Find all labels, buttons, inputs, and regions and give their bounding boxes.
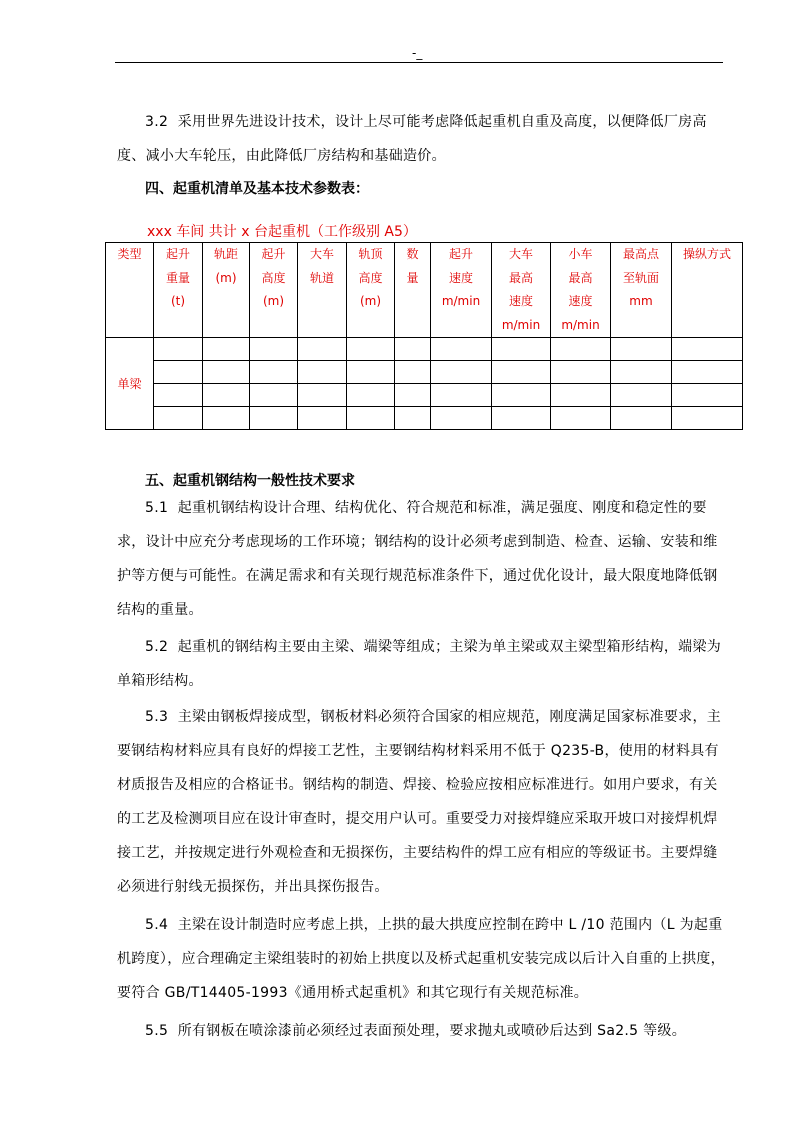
table-cell: [203, 384, 250, 407]
table-cell: [431, 338, 492, 361]
table-header-cell: [203, 243, 250, 338]
header-line: 最高: [568, 270, 593, 285]
table-cell: [203, 407, 250, 430]
table-cell: [298, 338, 347, 361]
clause-number: 5.5: [145, 1023, 169, 1039]
table-cell: [431, 384, 492, 407]
table-header-cell: [250, 243, 298, 338]
paragraph-3-2: [117, 105, 725, 173]
header-line: m/min: [441, 294, 481, 308]
table-cell: [395, 361, 431, 384]
table-header-cell: [154, 243, 203, 338]
table-cell: [250, 338, 298, 361]
table-cell: [395, 384, 431, 407]
table-cell: [672, 338, 743, 361]
crane-spec-table: [105, 242, 743, 430]
clause-text: 起重机的钢结构主要由主梁、端梁等组成；主梁为单主梁或双主梁型箱形结构，端梁为单箱形结构。: [117, 639, 722, 689]
header-line: 大车: [508, 247, 533, 261]
paragraph-5-3: [117, 700, 725, 904]
table-header-cell: [347, 243, 395, 338]
table-row: [106, 407, 743, 430]
header-line: (m): [262, 294, 285, 308]
table-header-cell: [395, 243, 431, 338]
header-line: m/min: [501, 317, 541, 332]
table-header-cell: [672, 243, 743, 338]
table-cell: [611, 407, 672, 430]
table-cell: [203, 361, 250, 384]
table-cell: [492, 338, 551, 361]
header-rule: [115, 62, 723, 63]
table-cell: [250, 361, 298, 384]
section-heading-5: 五、起重机钢结构一般性技术要求: [145, 473, 355, 489]
table-cell: [395, 407, 431, 430]
header-line: 数: [406, 247, 419, 261]
header-line: 速度: [568, 294, 593, 308]
header-line: 高度: [261, 270, 286, 285]
table-cell: [672, 384, 743, 407]
table-cell: [492, 407, 551, 430]
header-line: (t): [170, 294, 186, 308]
clause-number: 5.3: [145, 709, 169, 725]
header-line: 轨顶: [358, 247, 383, 261]
table-cell: [551, 338, 611, 361]
table-cell: [611, 338, 672, 361]
table-cell: [250, 384, 298, 407]
header-line: 高度: [358, 270, 383, 285]
table-cell: [298, 407, 347, 430]
table-cell: [611, 384, 672, 407]
table-header-cell: [551, 243, 611, 338]
header-line: (m): [215, 270, 237, 285]
clause-number: 5.1: [145, 500, 169, 516]
table-header-row: [106, 243, 743, 338]
header-line: 量: [406, 270, 419, 285]
header-line: 起升: [165, 247, 190, 261]
clause-text: 主梁由钢板焊接成型，钢板材料必须符合国家的相应规范，刚度满足国家标准要求，主要钢结构材料应具有良好的焊接工艺性，主要钢结构材料采用不低于 Q235-B，使用的材料具有材质报告及相应的合格证书。钢结构的制造、焊接、检验应按相应标准进行。如用户要求，有关的工艺及检测项目应在设计审查时，提交用户认可。重要受力对接焊缝应采取开坡口对接焊机焊接工艺，并按规定进行外观检查和无损探伤，主要结构件的焊工应有相应的等级证书。主要焊缝必须进行射线无损探伤，并出具探伤报告。: [117, 709, 722, 895]
clause-text: 采用世界先进设计技术，设计上尽可能考虑降低起重机自重及高度，以便降低厂房高度、减小大车轮压，由此降低厂房结构和基础造价。: [117, 114, 707, 164]
header-line: 至轨面: [622, 270, 659, 285]
row-type-label: 单梁: [106, 338, 154, 430]
table-cell: [551, 384, 611, 407]
header-line: 最高点: [622, 247, 659, 261]
header-line: m/min: [561, 317, 600, 332]
paragraph-5-4: [117, 908, 725, 1010]
table-cell: [551, 361, 611, 384]
table-header-cell: [431, 243, 492, 338]
paragraph-5-2: [117, 630, 725, 698]
table-cell: [431, 361, 492, 384]
table-header-cell: [492, 243, 551, 338]
table-cell: [551, 407, 611, 430]
table-row: [106, 361, 743, 384]
clause-number: 5.4: [145, 917, 169, 933]
table-cell: [250, 407, 298, 430]
header-line: 操纵方式: [682, 247, 731, 261]
header-line: 最高: [508, 270, 533, 285]
header-line: (m): [359, 294, 382, 308]
table-header-cell: [106, 243, 154, 338]
header-line: 类型: [117, 247, 142, 261]
table-cell: [298, 361, 347, 384]
clause-number: 5.2: [145, 639, 169, 655]
table-cell: [347, 361, 395, 384]
table-cell: [298, 384, 347, 407]
table-row: [106, 338, 743, 361]
table-cell: [672, 361, 743, 384]
table-cell: [347, 384, 395, 407]
clause-text: 主梁在设计制造时应考虑上拱，上拱的最大拱度应控制在跨中 L /10 范围内（L 为起重机跨度），应合理确定主梁组装时的初始上拱度以及桥式起重机安装完成以后计入自重的上拱度，要符合 GB/T14405-1993《通用桥式起重机》和其它现行有关规范标准。: [117, 917, 725, 1001]
table-cell: [492, 384, 551, 407]
table-cell: [203, 338, 250, 361]
header-line: 起升: [261, 247, 286, 261]
clause-text: 起重机钢结构设计合理、结构优化、符合规范和标准，满足强度、刚度和稳定性的要求，设计中应充分考虑现场的工作环境；钢结构的设计必须考虑到制造、检查、运输、安装和维护等方便与可能性。在满足需求和有关现行规范标准条件下，通过优化设计，最大限度地降低钢结构的重量。: [117, 500, 718, 618]
table-cell: [347, 338, 395, 361]
table-cell: [611, 361, 672, 384]
header-line: 轨道: [309, 270, 334, 285]
header-line: 小车: [568, 247, 593, 261]
table-cell: [395, 338, 431, 361]
table-cell: [431, 407, 492, 430]
header-line: 重量: [165, 270, 190, 285]
table-cell: [154, 384, 203, 407]
table-cell: [672, 407, 743, 430]
header-line: 轨距: [213, 247, 238, 261]
table-cell: [347, 407, 395, 430]
table-header-cell: [611, 243, 672, 338]
header-line: 大车: [309, 247, 334, 261]
table-caption: xxx 车间 共计 x 台起重机（工作级别 A5）: [147, 224, 417, 240]
header-line: 速度: [448, 270, 473, 285]
paragraph-5-1: [117, 491, 725, 627]
table-row: [106, 384, 743, 407]
table-cell: [154, 361, 203, 384]
table-cell: [154, 407, 203, 430]
header-line: mm: [629, 294, 653, 308]
paragraph-5-5: [117, 1014, 725, 1048]
table-cell: [492, 361, 551, 384]
section-heading-4: 四、起重机清单及基本技术参数表：: [145, 181, 369, 197]
page-header-mark: -_: [412, 46, 423, 60]
table-cell: [154, 338, 203, 361]
header-line: 起升: [448, 247, 473, 261]
clause-text: 所有钢板在喷涂漆前必须经过表面预处理，要求抛丸或喷砂后达到 Sa2.5 等级。: [177, 1023, 687, 1039]
table-header-cell: [298, 243, 347, 338]
clause-number: 3.2: [145, 114, 169, 130]
header-line: 速度: [508, 294, 533, 308]
